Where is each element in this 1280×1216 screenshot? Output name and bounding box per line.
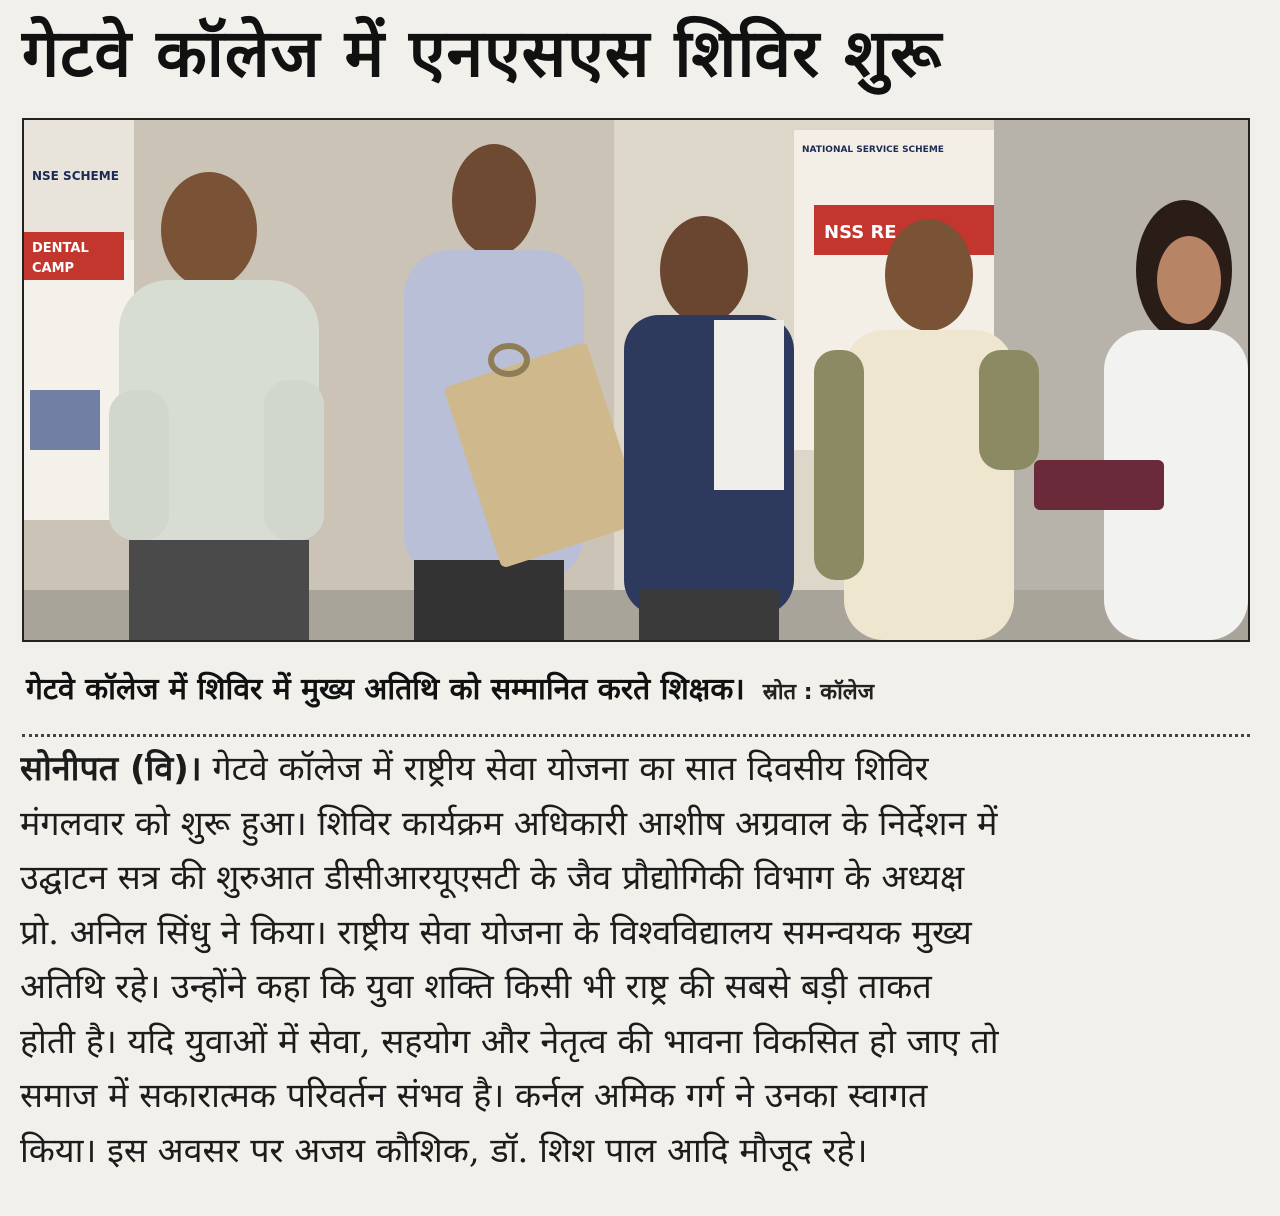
article-line: समाज में सकारात्मक परिवर्तन संभव है। कर्नल अमिक गर्ग ने उनका स्वागत	[20, 1076, 928, 1116]
banner-left-text-3: CAMP	[32, 261, 75, 276]
caption-source: स्रोत : कॉलेज	[762, 680, 875, 705]
banner-right-text-1: NATIONAL SERVICE SCHEME	[802, 145, 944, 155]
article-line: प्रो. अनिल सिंधु ने किया। राष्ट्रीय सेवा योजना के विश्वविद्यालय समन्वयक मुख्य	[20, 912, 972, 953]
article-line	[20, 742, 1252, 797]
article-line: उद्घाटन सत्र की शुरुआत डीसीआरयूएसटी के जैव प्रौद्योगिकी विभाग के अध्यक्ष	[20, 858, 965, 898]
article-line-text: गेटवे कॉलेज में राष्ट्रीय सेवा योजना का सात दिवसीय शिविर	[201, 749, 929, 789]
caption-text: गेटवे कॉलेज में शिविर में मुख्य अतिथि को सम्मानित करते शिक्षक।	[26, 672, 745, 707]
banner-right-text-2: NSS RE	[824, 222, 897, 243]
article-line: होती है। यदि युवाओं में सेवा, सहयोग और नेतृत्व की भावना विकसित हो जाए तो	[20, 1021, 999, 1062]
headline: गेटवे कॉलेज में एनएसएस शिविर शुरू	[22, 15, 943, 92]
dateline: सोनीपत (वि)।	[20, 749, 202, 789]
news-photo	[22, 118, 1250, 642]
article-line: अतिथि रहे। उन्होंने कहा कि युवा शक्ति किसी भी राष्ट्र की सबसे बड़ी ताकत	[20, 967, 932, 1007]
banner-left-text-2: DENTAL	[32, 241, 89, 256]
article-line: मंगलवार को शुरू हुआ। शिविर कार्यक्रम अधिकारी आशीष अग्रवाल के निर्देशन में	[20, 803, 998, 844]
dotted-divider	[22, 734, 1250, 737]
article-line: किया। इस अवसर पर अजय कौशिक, डॉ. शिश पाल आदि मौजूद रहे।	[20, 1130, 868, 1171]
photo-illustration	[24, 120, 1248, 640]
banner-left-graphic	[30, 390, 100, 450]
photo-caption	[26, 660, 1256, 724]
banner-left-text-1: NSE SCHEME	[32, 169, 119, 183]
article-body	[20, 742, 1252, 1178]
